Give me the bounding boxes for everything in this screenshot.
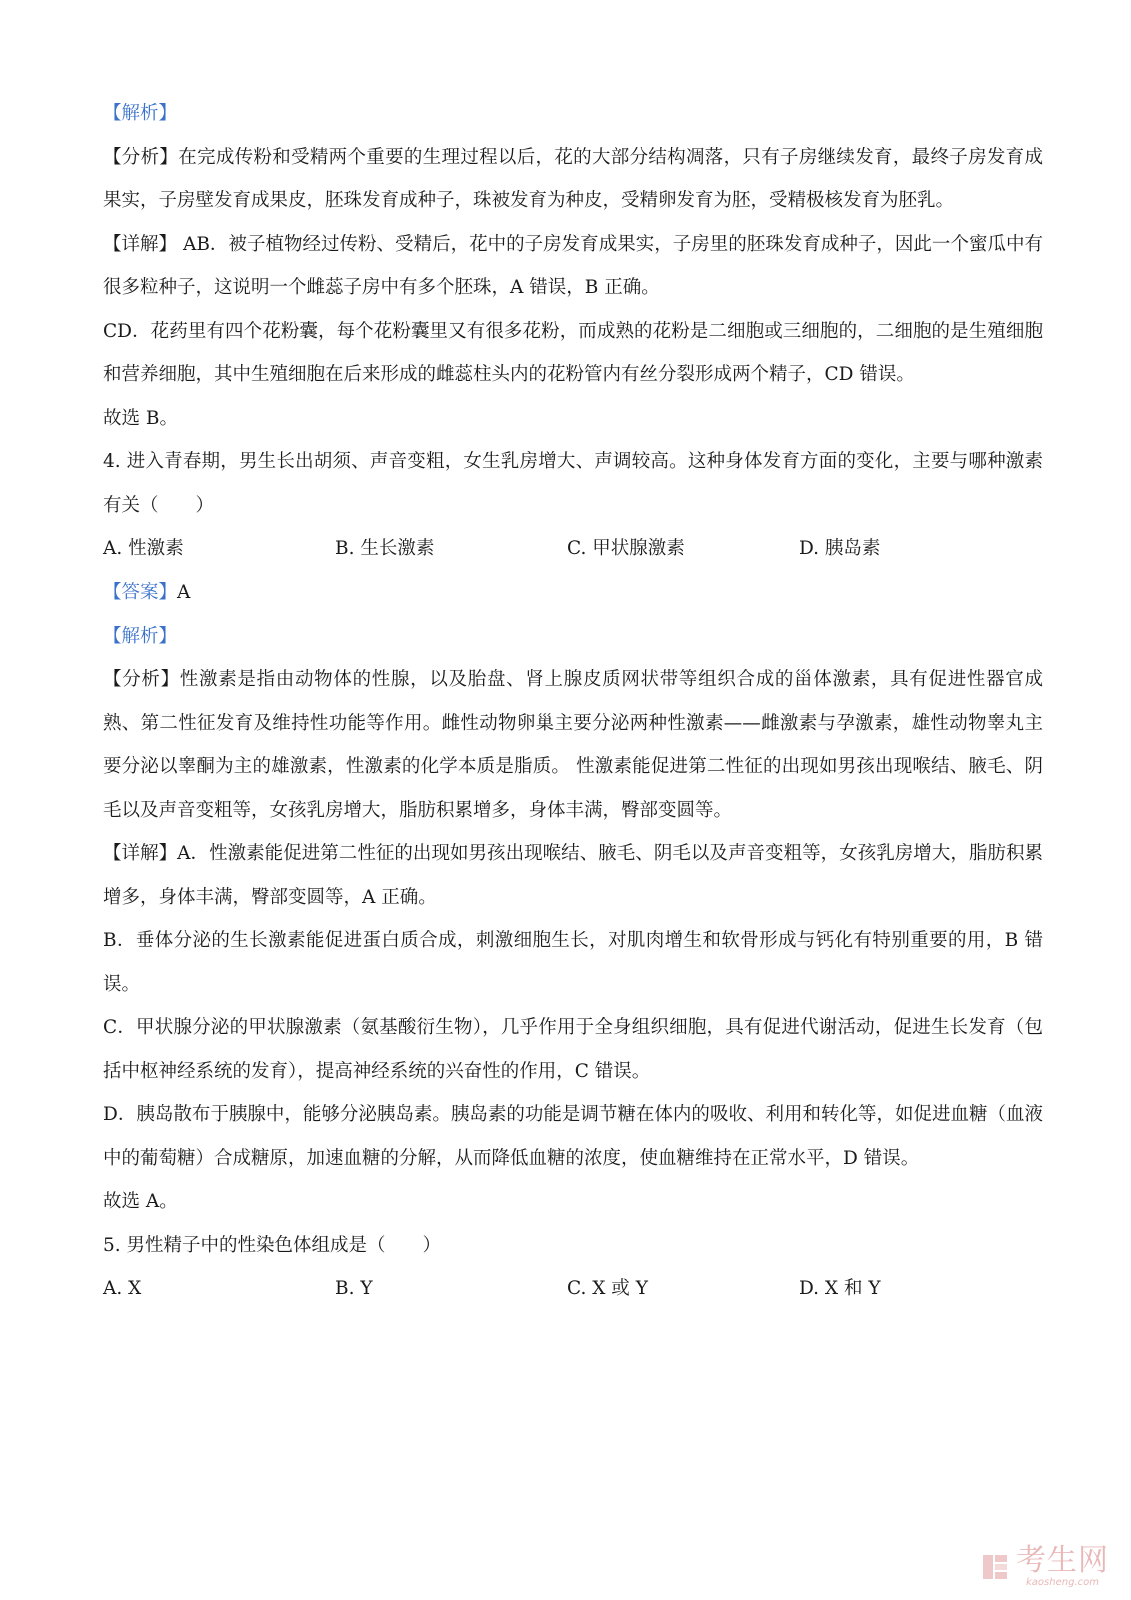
watermark-text bbox=[1016, 1543, 1109, 1588]
q4-fenxi-paragraph bbox=[103, 658, 1043, 832]
q5-option-a: A. X bbox=[103, 1278, 142, 1299]
q3-xiangjie-label: 【详解】 bbox=[103, 233, 178, 255]
kaosheng-logo-icon bbox=[980, 1552, 1010, 1582]
q4-xiangjie-paragraph bbox=[103, 832, 1043, 919]
q5-option-d: D. X 和 Y bbox=[799, 1278, 881, 1299]
q4-option-d: D. 胰岛素 bbox=[799, 538, 881, 559]
q4-fenxi-text: 性激素是指由动物体的性腺，以及胎盘、肾上腺皮质网状带等组织合成的甾体激素，具有促进性器官成熟、第二性征发育及维持性功能等作用。雌性动物卵巢主要分泌两种性激素——雌激素与孕激素，雄性动物睾丸主要分泌以睾酮为主的雄激素，性激素的化学本质是脂质。 性激素能促进第二性征的出现如男孩出现喉结、腋毛、阴毛以及声音变粗等，女孩乳房增大，脂肪积累增多，身体丰满，臀部变圆等。 bbox=[103, 669, 1043, 821]
q4-c-paragraph: C．甲状腺分泌的甲状腺激素（氨基酸衍生物），几乎作用于全身组织细胞，具有促进代谢活动，促进生长发育（包括中枢神经系统的发育），提高神经系统的兴奋性的作用，C 错误。 bbox=[103, 1017, 1043, 1082]
q4-fenxi-label: 【分析】 bbox=[103, 669, 180, 690]
q4-analysis-heading: 【解析】 bbox=[103, 625, 178, 647]
q4-xiangjie-label: 【详解】 bbox=[103, 843, 178, 864]
q3-fenxi-paragraph bbox=[103, 136, 1043, 223]
q5-stem: 5. 男性精子中的性染色体组成是（ ） bbox=[103, 1234, 442, 1256]
q3-xiangjie-text: AB．被子植物经过传粉、受精后，花中的子房发育成果实，子房里的胚珠发育成种子，因此一个蜜瓜中有很多粒种子，这说明一个雌蕊子房中有多个胚珠，A 错误，B 正确。 bbox=[103, 233, 1043, 298]
q3-fenxi-label: 【分析】 bbox=[103, 146, 179, 168]
q4-answer-label: 【答案】 bbox=[103, 582, 178, 603]
q4-answer bbox=[103, 571, 1043, 615]
q3-fenxi-text: 在完成传粉和受精两个重要的生理过程以后，花的大部分结构凋落，只有子房继续发育，最终子房发育成果实，子房壁发育成果皮，胚珠发育成种子，珠被发育为种皮，受精卵发育为胚，受精极核发育为胚乳。 bbox=[103, 146, 1043, 211]
q5-options bbox=[103, 1267, 1043, 1311]
q5-option-c: C. X 或 Y bbox=[567, 1278, 648, 1299]
q4-options bbox=[103, 527, 1043, 571]
q4-b-paragraph: B．垂体分泌的生长激素能促进蛋白质合成，刺激细胞生长，对肌肉增生和软骨形成与钙化有特别重要的用，B 错误。 bbox=[103, 930, 1043, 995]
q4-option-a: A. 性激素 bbox=[103, 538, 184, 559]
q4-option-b: B. 生长激素 bbox=[335, 538, 435, 559]
document-page bbox=[103, 92, 1043, 1311]
q4-d-paragraph: D．胰岛散布于胰腺中，能够分泌胰岛素。胰岛素的功能是调节糖在体内的吸收、利用和转化等，如促进血糖（血液中的葡萄糖）合成糖原，加速血糖的分解，从而降低血糖的浓度，使血糖维持在正常水平，D 错误。 bbox=[103, 1104, 1043, 1169]
q5-option-b: B. Y bbox=[335, 1278, 373, 1299]
q4-xiangjie-text: A．性激素能促进第二性征的出现如男孩出现喉结、腋毛、阴毛以及声音变粗等，女孩乳房增大，脂肪积累增多，身体丰满，臀部变圆等，A 正确。 bbox=[103, 843, 1043, 908]
q4-stem: 4. 进入青春期，男生长出胡须、声音变粗，女生乳房增大、声调较高。这种身体发育方面的变化，主要与哪种激素有关（ ） bbox=[103, 451, 1043, 516]
q3-choose: 故选 B。 bbox=[103, 407, 178, 429]
q4-choose: 故选 A。 bbox=[103, 1191, 178, 1212]
watermark-en: kaosheng.com bbox=[1026, 1577, 1099, 1588]
watermark-cn: 考生网 bbox=[1016, 1543, 1109, 1578]
q4-answer-value: A bbox=[177, 582, 191, 603]
kaosheng-watermark bbox=[980, 1543, 1109, 1588]
q3-xiangjie-paragraph bbox=[103, 223, 1043, 310]
q4-option-c: C. 甲状腺激素 bbox=[567, 538, 685, 559]
q3-cd-paragraph: CD．花药里有四个花粉囊，每个花粉囊里又有很多花粉，而成熟的花粉是二细胞或三细胞的，二细胞的是生殖细胞和营养细胞，其中生殖细胞在后来形成的雌蕊柱头内的花粉管内有丝分裂形成两个精子，CD 错误。 bbox=[103, 320, 1043, 385]
q3-analysis-heading: 【解析】 bbox=[103, 103, 178, 124]
